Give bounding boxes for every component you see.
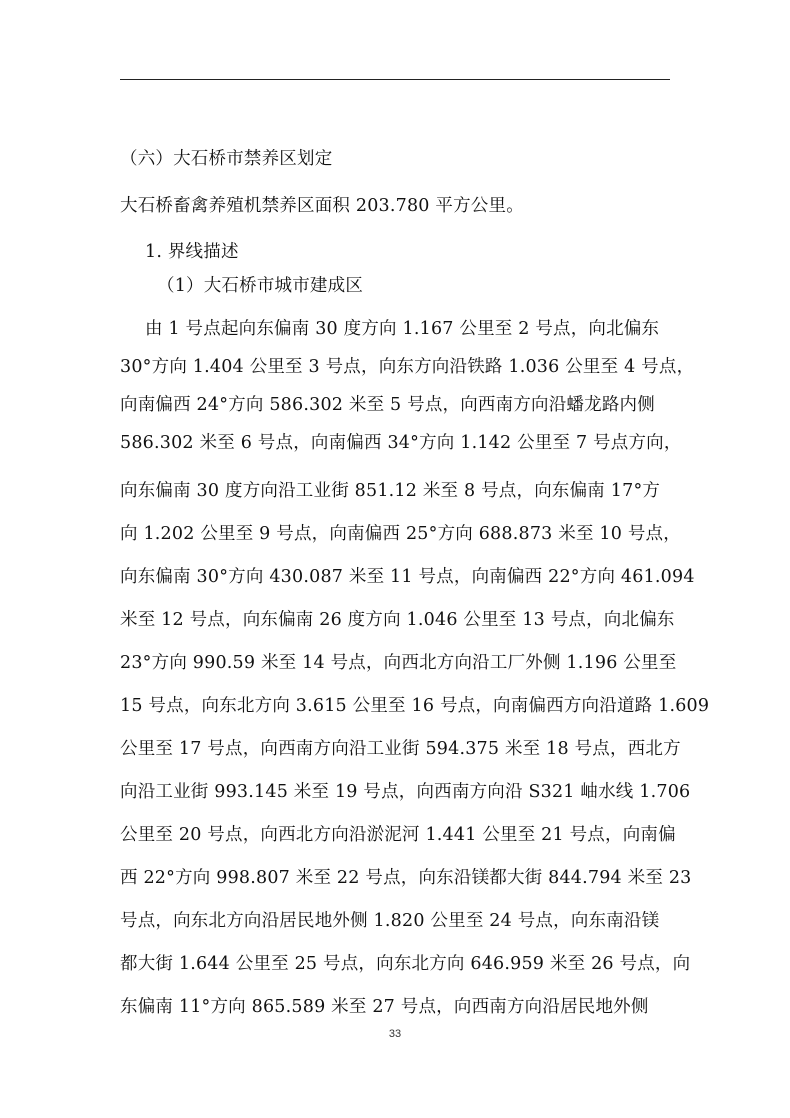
section-heading: （六）大石桥市禁养区划定: [120, 149, 333, 169]
item-heading: （1）大石桥市城市建成区: [157, 276, 364, 296]
body-line: 向沿工业街 993.145 米至 19 号点，向西南方向沿 S321 岫水线 1.706: [120, 782, 691, 802]
body-line: 30°方向 1.404 公里至 3 号点，向东方向沿铁路 1.036 公里至 4 号点，: [120, 357, 695, 377]
body-line: 向东偏南 30 度方向沿工业街 851.12 米至 8 号点，向东偏南 17°方: [120, 481, 661, 501]
subsection-heading: 1. 界线描述: [145, 242, 239, 262]
body-line: 公里至 17 号点，向西南方向沿工业街 594.375 米至 18 号点，西北方: [120, 739, 681, 759]
body-line: 向东偏南 30°方向 430.087 米至 11 号点，向南偏西 22°方向 461.094: [120, 567, 695, 587]
body-line: 由 1 号点起向东偏南 30 度方向 1.167 公里至 2 号点，向北偏东: [145, 319, 660, 339]
body-line: 都大街 1.644 公里至 25 号点，向东北方向 646.959 米至 26 号点，向: [120, 954, 691, 974]
body-line: 公里至 20 号点，向西北方向沿淤泥河 1.441 公里至 21 号点，向南偏: [120, 825, 676, 845]
body-line: 586.302 米至 6 号点，向南偏西 34°方向 1.142 公里至 7 号点方向，: [120, 433, 682, 453]
body-line: 向 1.202 公里至 9 号点，向南偏西 25°方向 688.873 米至 10 号点，: [120, 524, 681, 544]
body-line: 15 号点，向东北方向 3.615 公里至 16 号点，向南偏西方向沿道路 1.609: [120, 696, 710, 716]
area-statement: 大石桥畜禽养殖机禁养区面积 203.780 平方公里。: [120, 196, 524, 216]
page-number: 33: [388, 1028, 402, 1040]
body-line: 23°方向 990.59 米至 14 号点，向西北方向沿工厂外侧 1.196 公里至: [120, 653, 677, 673]
body-line: 号点，向东北方向沿居民地外侧 1.820 公里至 24 号点，向东南沿镁: [120, 911, 660, 931]
body-line: 米至 12 号点，向东偏南 26 度方向 1.046 公里至 13 号点，向北偏东: [120, 610, 675, 630]
body-line: 向南偏西 24°方向 586.302 米至 5 号点，向西南方向沿蟠龙路内侧: [120, 395, 655, 415]
body-line: 西 22°方向 998.807 米至 22 号点，向东沿镁都大街 844.794 米至 23: [120, 868, 692, 888]
body-line: 东偏南 11°方向 865.589 米至 27 号点，向西南方向沿居民地外侧: [120, 997, 649, 1017]
header-rule: [120, 79, 670, 80]
